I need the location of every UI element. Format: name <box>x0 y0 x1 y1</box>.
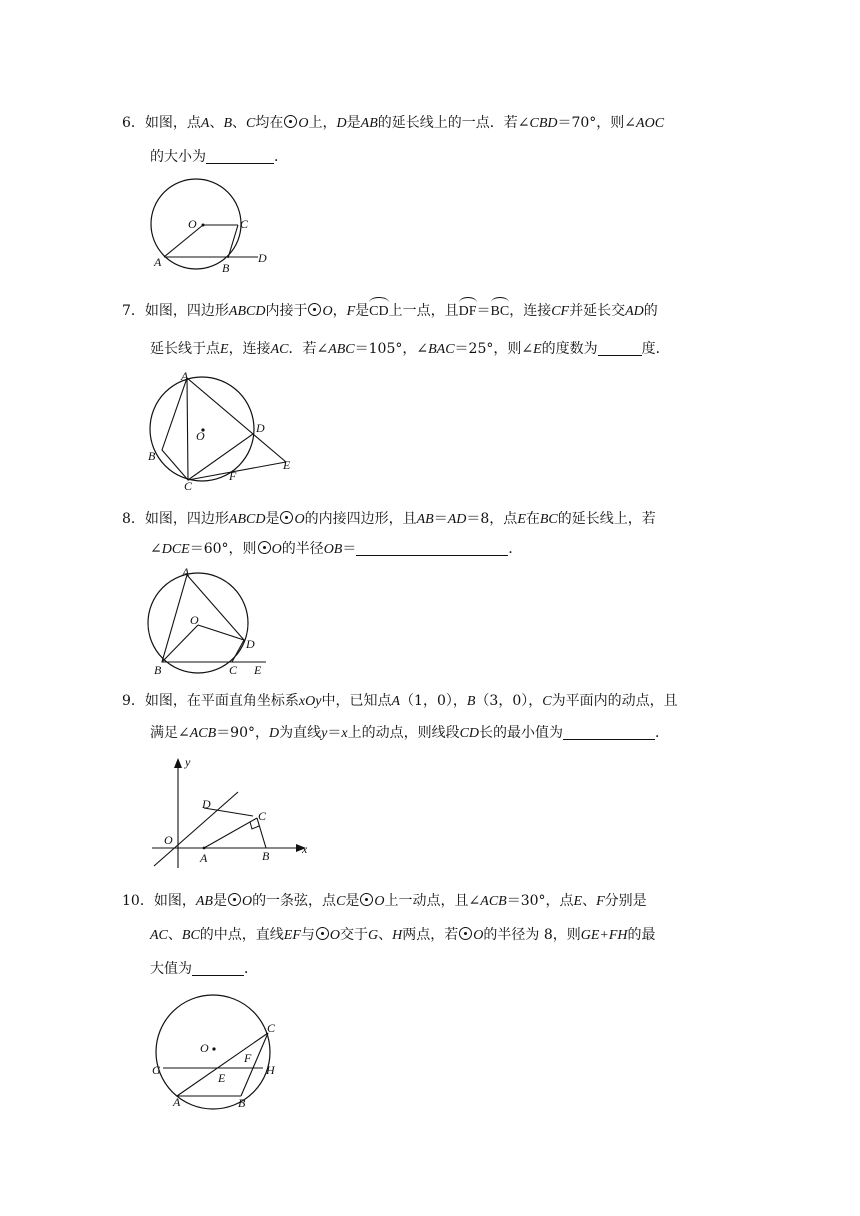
answer-blank[interactable] <box>206 149 274 164</box>
circle-dot-symbol <box>258 541 271 554</box>
label-F: F <box>244 1051 252 1065</box>
label-C: C <box>240 217 249 231</box>
answer-blank[interactable] <box>598 341 642 356</box>
q10-figure <box>145 994 295 1114</box>
circle-dot-symbol <box>284 115 297 128</box>
q10-line-3: 大值为 ． <box>150 961 258 977</box>
q8-line-2: ∠DCE＝60°，则 O的半径OB＝ ． <box>150 541 523 557</box>
q7-line-2: 延长线于点E，连接AC．若∠ABC＝105°，∠BAC＝25°，则∠E的度数为 度． <box>150 341 670 357</box>
circle-dot-symbol <box>280 511 293 524</box>
arc-DF: DF <box>459 300 477 320</box>
arc-BC: BC <box>491 300 510 320</box>
q8-number: 8． <box>122 511 145 527</box>
q9-line-1: 9．如图，在平面直角坐标系xOy中，已知点A（1，0），B（3，0），C为平面内的动点，且 <box>122 693 678 709</box>
answer-blank[interactable] <box>563 725 655 740</box>
q9-number: 9． <box>122 693 145 709</box>
label-O: O <box>164 833 173 847</box>
q9-line-2: 满足∠ACB＝90°，D为直线y＝x上的动点，则线段CD长的最小值为 ． <box>150 725 670 741</box>
circle-dot-symbol <box>308 303 321 316</box>
label-A: A <box>182 565 190 579</box>
label-C: C <box>229 663 238 677</box>
label-B: B <box>154 663 162 677</box>
q9-figure <box>150 756 320 872</box>
label-D: D <box>202 797 211 811</box>
label-y: y <box>185 755 191 769</box>
label-F: F <box>229 469 237 483</box>
label-O: O <box>196 429 205 443</box>
label-E: E <box>283 458 291 472</box>
label-D: D <box>258 251 267 265</box>
label-A: A <box>173 1095 181 1109</box>
label-A: A <box>154 255 162 269</box>
label-D: D <box>256 421 265 435</box>
label-E: E <box>254 663 262 677</box>
q10-number: 10． <box>122 893 154 909</box>
q7-number: 7． <box>122 303 145 319</box>
circle-dot-symbol <box>360 893 373 906</box>
label-E: E <box>218 1071 226 1085</box>
q7-line-1: 7．如图，四边形ABCD内接于 O，F是CD上一点，且DF＝BC，连接CF并延长交AD的 <box>122 300 658 320</box>
label-A: A <box>181 369 189 383</box>
circle-dot-symbol <box>316 927 329 940</box>
answer-blank[interactable] <box>192 961 244 976</box>
q10-line-1: 10．如图，AB是 O的一条弦，点C是 O上一动点，且∠ACB＝30°，点E、F分别是 <box>122 893 647 909</box>
label-G: G <box>152 1063 161 1077</box>
label-B: B <box>148 449 156 463</box>
q6-line-2: 的大小为 ． <box>150 149 288 165</box>
label-O: O <box>190 613 199 627</box>
circle-dot-symbol <box>228 893 241 906</box>
q7-figure <box>140 368 310 493</box>
q8-figure <box>140 566 280 678</box>
label-O: O <box>200 1041 209 1055</box>
label-A: A <box>200 851 208 865</box>
q8-line-1: 8．如图，四边形ABCD是 O的内接四边形，且AB＝AD＝8，点E在BC的延长线上，若 <box>122 511 656 527</box>
label-C: C <box>267 1021 276 1035</box>
q6-line-1: 6．如图，点A、B、C均在 O上，D是AB的延长线上的一点．若∠CBD＝70°，则∠AOC <box>122 115 665 131</box>
label-D: D <box>246 637 255 651</box>
label-x: x <box>302 842 308 856</box>
q10-line-2: AC、BC的中点，直线EF与 O交于G、H两点，若 O的半径为 8，则GE+FH的最 <box>150 927 656 943</box>
label-B: B <box>262 849 270 863</box>
label-O: O <box>188 217 197 231</box>
label-B: B <box>238 1096 246 1110</box>
answer-blank[interactable] <box>356 541 508 556</box>
label-C: C <box>184 479 193 493</box>
circle-dot-symbol <box>459 927 472 940</box>
arc-CD: CD <box>369 300 388 320</box>
label-H: H <box>266 1063 275 1077</box>
label-B: B <box>222 261 230 275</box>
label-C: C <box>258 809 267 823</box>
q6-figure <box>140 180 290 280</box>
q6-number: 6． <box>122 115 145 131</box>
